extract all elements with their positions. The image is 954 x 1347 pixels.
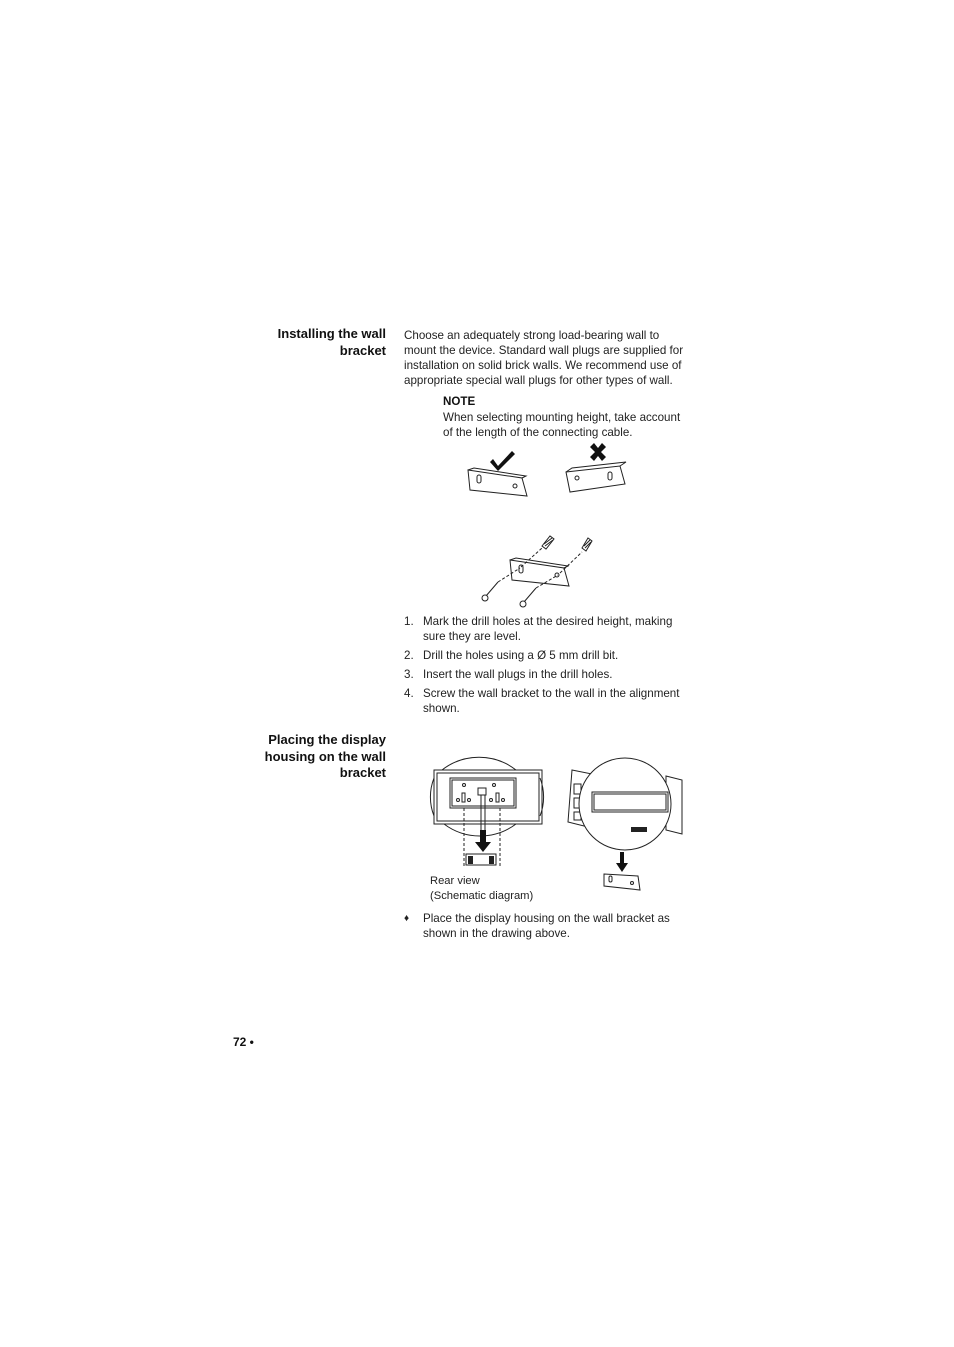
wall-bracket-screwing-illustration: [478, 530, 608, 612]
down-arrow-icon: [616, 852, 628, 872]
placement-instruction: [404, 911, 694, 941]
note-title: NOTE: [443, 395, 476, 408]
caption-line: Rear view: [430, 875, 480, 887]
step-text: Drill the holes using a Ø 5 mm drill bit.: [423, 649, 619, 662]
rear-view-diagram: [428, 748, 548, 870]
brand-logo-icon: [631, 827, 647, 832]
correct-bracket-drawing: [468, 468, 527, 496]
diagram-caption: [430, 874, 533, 904]
list-item: [404, 686, 694, 716]
heading-line: housing on the wall: [264, 748, 386, 764]
list-item: [404, 648, 694, 663]
step-text: Screw the wall bracket to the wall in the alignment shown.: [423, 687, 680, 715]
step-number: 4.: [404, 687, 414, 700]
step-number: 1.: [404, 615, 414, 628]
screw-icon: [482, 582, 536, 607]
section-heading-placing: [186, 732, 386, 782]
heading-line: bracket: [339, 342, 386, 358]
cross-icon: [590, 443, 606, 461]
wall-plug-icon: [542, 536, 592, 551]
intro-paragraph: Choose an adequately strong load-bearing wall to mount the device. Standard wall plugs are supplied for installation on solid brick walls. We recommend use of appropriate special wall plugs for other types of wall.: [404, 329, 684, 387]
bullet-text: Place the display housing on the wall bracket as shown in the drawing above.: [423, 912, 670, 940]
heading-line: Installing the wall: [277, 326, 386, 341]
wall-bracket-drawing: [510, 558, 569, 586]
check-icon: [490, 451, 515, 471]
wrong-bracket-drawing: [566, 462, 626, 492]
step-text: Insert the wall plugs in the drill holes.: [423, 668, 613, 681]
section-heading-installing: [186, 326, 386, 359]
step-text: Mark the drill holes at the desired height, making sure they are level.: [423, 615, 673, 643]
caption-line: (Schematic diagram): [430, 890, 534, 902]
list-item: [404, 667, 694, 682]
bracket-alignment-illustration: [460, 440, 640, 505]
diamond-bullet-icon: ♦: [404, 913, 410, 924]
list-item: [404, 614, 694, 644]
installation-steps: [404, 614, 694, 720]
step-number: 3.: [404, 668, 414, 681]
heading-line: bracket: [339, 765, 386, 780]
step-number: 2.: [404, 649, 414, 662]
front-view-diagram: [562, 756, 690, 892]
down-arrow-icon: [475, 830, 491, 852]
page-number: 72 •: [233, 1035, 254, 1049]
note-text: When selecting mounting height, take account of the length of the connecting cable.: [443, 411, 681, 439]
heading-line: Placing the display: [268, 732, 386, 747]
